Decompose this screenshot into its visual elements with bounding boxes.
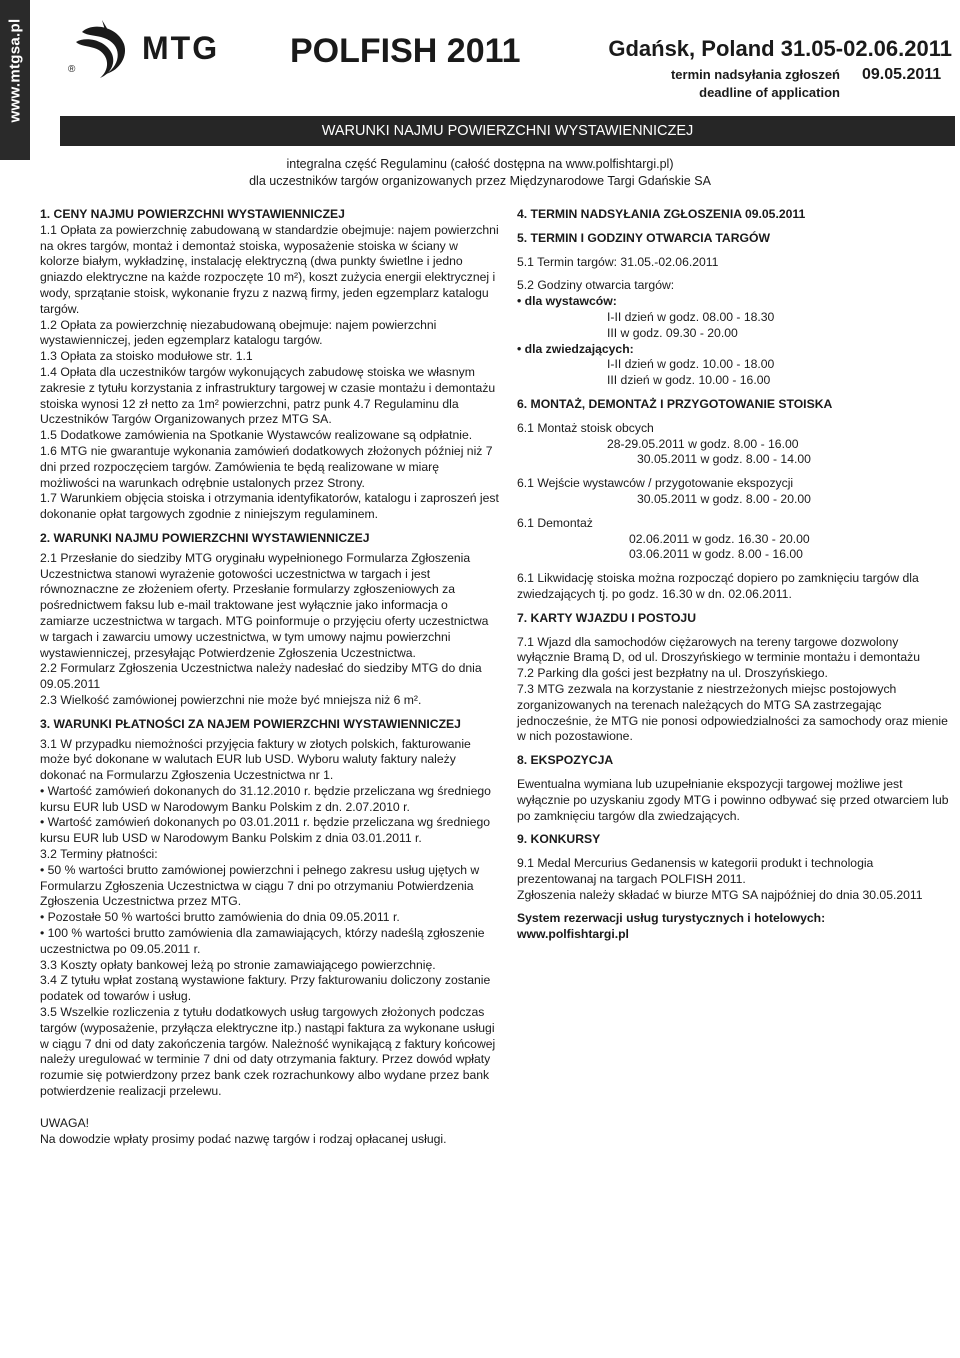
paragraph-1-7: 1.7 Warunkiem objęcia stoiska i otrzymania identyfikatorów, katalogu i zaproszeń jest dokonanie opłat targowych zgodnie z niniejszym regulaminem. <box>40 491 499 522</box>
paragraph-1-1: 1.1 Opłata za powierzchnię zabudowaną w standardzie obejmuje: najem powierzchni na okres targów, montaż i demontaż stoiska, wyposażenie stoiska w ściany w kolorze białym, wykładzinę, instalację elektryczną (dwa punkty świetlne i jedno gniazdo elektryczne na każde rozpoczęte 10 m²), koszt zużycia energii elektrycznej i wody, sprzątanie stoisk, wykonanie fryzu z nazwą firmy, jeden egzemplarz katalogu targów. <box>40 222 499 316</box>
subtitle <box>40 156 920 190</box>
paragraph-6-1: 6.1 Montaż stoisk obcych <box>517 420 654 435</box>
warning-text: Na dowodzie wpłaty prosimy podać nazwę targów i rodzaj opłacanej usługi. <box>40 1131 447 1146</box>
logo-text: MTG <box>142 30 220 66</box>
deadline-label-en: deadline of application <box>699 85 840 100</box>
event-location-dates: Gdańsk, Poland 31.05-02.06.2011 <box>608 36 952 61</box>
paragraph-6-2: 6.1 Wejście wystawców / przygotowanie ekspozycji <box>517 476 794 491</box>
heading-4: 4. TERMIN NADSYŁANIA ZGŁOSZENIA 09.05.2011 <box>517 207 806 221</box>
page-title: POLFISH 2011 <box>290 32 521 70</box>
paragraph-5-2-b-2: III dzień w godz. 10.00 - 16.00 <box>607 373 771 388</box>
paragraph-3-5: 3.5 Wszelkie rozliczenia z tytułu dodatkowych usług targowych złożonych podczas targów (wyposażenie, przyłącza elektryczne itp.) nastąpi faktura za wykonane usługi w ciągu 7 dni od daty zakończenia targów. Należność wynikającą z faktury końcowej należy uregulować w terminie 7 dni od daty otrzymania faktury. Przez dowód wpłaty rozumie się potwierdzony przez bank czek rozrachunkowy albo wydane przez bank potwierdzenie realizacji przelewu. <box>40 1005 496 1099</box>
paragraph-3-2-c: • 100 % wartości brutto zamówienia dla zamawiających, którzy nadeślą zgłoszenie uczestnictwa po 09.05.2011 r. <box>40 926 485 956</box>
heading-3: 3. WARUNKI PŁATNOŚCI ZA NAJEM POWIERZCHNI WYSTAWIENNICZEJ <box>40 716 461 731</box>
paragraph-5-2-a: • dla wystawców: <box>517 294 617 309</box>
paragraph-2-3: 2.3 Wielkość zamówionej powierzchni nie może być mniejsza niż 6 m². <box>40 692 422 707</box>
heading-8: 8. EKSPOZYCJA <box>517 753 614 768</box>
paragraph-6-4: 6.1 Likwidację stoiska można rozpocząć dopiero po zamknięciu targów dla zwiedzających tj. po godz. 16.30 w dn. 02.06.2011. <box>517 571 919 601</box>
heading-9: 9. KONKURSY <box>517 832 601 847</box>
paragraph-3-2-a: • 50 % wartości brutto zamówionej powierzchni i pełnego zakresu usług ujętych w Formularzu Zgłoszenia Uczestnictwa w ciągu 7 dni po otrzymaniu Potwierdzenia Zgłoszenia Uczestnictwa przez MTG. <box>40 862 480 909</box>
paragraph-5-2-a-1: I-II dzień w godz. 08.00 - 18.30 <box>607 309 775 324</box>
paragraph-1-2: 1.2 Opłata za powierzchnię niezabudowaną obejmuje: najem powierzchni wystawienniczej, jeden egzemplarz katalogu targów. <box>40 317 437 348</box>
paragraph-6-2-a: 30.05.2011 w godz. 8.00 - 20.00 <box>637 491 811 506</box>
paragraph-7-3: 7.3 MTG zezwala na korzystanie z niestrzeżonych miejsc postojowych zorganizowanych na terenach należących do MTG SA zastrzegając jednocześnie, że MTG nie ponosi odpowiedzialności za samochody oraz mienie w nich pozostawione. <box>517 681 948 744</box>
booking-info: System rezerwacji usług turystycznych i hotelowych: <box>517 911 826 926</box>
left-column <box>40 207 500 1147</box>
paragraph-9-2: Zgłoszenia należy składać w biurze MTG SA najpóźniej do dnia 30.05.2011 <box>517 887 923 902</box>
deadline-label-pl: termin nadsyłania zgłoszeń <box>670 67 840 82</box>
paragraph-3-2-b: • Pozostałe 50 % wartości brutto zamówienia do dnia 09.05.2011 r. <box>40 910 400 925</box>
booking-url-link[interactable]: www.polfishtargi.pl <box>517 927 629 942</box>
warning-heading: UWAGA! <box>40 1115 89 1130</box>
paragraph-8: Ewentualna wymiana lub uzupełnianie ekspozycji targowej możliwe jest wyłącznie po uzyskaniu zgody MTG i powinno odbywać się przed otwarciem lub po zamknięciu targów dla zwiedzających. <box>517 776 949 823</box>
paragraph-3-2: 3.2 Terminy płatności: <box>40 847 158 862</box>
heading-1: 1. CENY NAJMU POWIERZCHNI WYSTAWIENNICZEJ <box>40 207 345 221</box>
paragraph-3-1: 3.1 W przypadku niemożności przyjęcia faktury w złotych polskich, fakturowanie może być dokonane w walutach EUR lub USD. Wyboru waluty faktury należy dokonać na Formularzu Zgłoszenia Uczestnictwa nr 1. <box>40 736 471 783</box>
section-banner: WARUNKI NAJMU POWIERZCHNI WYSTAWIENNICZEJ <box>60 116 955 146</box>
paragraph-3-1-a: • Wartość zamówień dokonanych do 31.12.2010 r. będzie przeliczana wg średniego kursu EUR lub USD w Narodowym Banku Polskim z dn. 2.07.2010 r. <box>40 783 491 814</box>
paragraph-5-2-b: • dla zwiedzających: <box>517 341 634 356</box>
paragraph-5-2-b-1: I-II dzień w godz. 10.00 - 18.00 <box>607 357 775 372</box>
paragraph-3-3: 3.3 Koszty opłaty bankowej leżą po stronie zamawiającego powierzchnię. <box>40 957 436 972</box>
subtitle-line-1: integralna część Regulaminu (całość dostępna na www.polfishtargi.pl) <box>286 157 674 171</box>
paragraph-1-5: 1.5 Dodatkowe zamówienia na Spotkanie Wystawców realizowane są odpłatnie. <box>40 428 473 443</box>
mtg-logo <box>62 14 237 84</box>
paragraph-5-2: 5.2 Godziny otwarcia targów: <box>517 278 675 293</box>
paragraph-2-2: 2.2 Formularz Zgłoszenia Uczestnictwa należy nadesłać do siedziby MTG do dnia 09.05.2011 <box>40 661 482 692</box>
paragraph-9-1: 9.1 Medal Mercurius Gedanensis w kategorii produkt i technologia prezentowanaj na targach POLFISH 2011. <box>517 856 874 886</box>
paragraph-6-1-b: 30.05.2011 w godz. 8.00 - 14.00 <box>637 452 811 467</box>
paragraph-5-1: 5.1 Termin targów: 31.05.-02.06.2011 <box>517 254 719 269</box>
registered-mark: ® <box>68 64 76 75</box>
paragraph-1-3: 1.3 Opłata za stoisko modułowe str. 1.1 <box>40 349 253 364</box>
heading-2: 2. WARUNKI NAJMU POWIERZCHNI WYSTAWIENNICZEJ <box>40 530 370 545</box>
deadline-label <box>660 66 840 102</box>
paragraph-7-2: 7.2 Parking dla gości jest bezpłatny na ul. Droszyńskiego. <box>517 666 828 681</box>
heading-6: 6. MONTAŻ, DEMONTAŻ I PRZYGOTOWANIE STOISKA <box>517 396 833 411</box>
paragraph-3-4: 3.4 Z tytułu wpłat zostaną wystawione faktury. Przy fakturowaniu doliczony zostanie podatek od towarów i usług. <box>40 973 491 1004</box>
heading-5: 5. TERMIN I GODZINY OTWARCIA TARGÓW <box>517 230 770 245</box>
paragraph-6-1-a: 28-29.05.2011 w godz. 8.00 - 16.00 <box>607 436 799 451</box>
paragraph-1-6: 1.6 MTG nie gwarantuje wykonania zamówień dodatkowych złożonych później niż 7 dni przed rozpoczęciem targów. Zamówienia te będą realizowane w miarę możliwości na warunkach odrębnie ustalonych przez Strony. <box>40 443 493 490</box>
paragraph-6-3-b: 03.06.2011 w godz. 8.00 - 16.00 <box>629 547 803 562</box>
deadline-date: 09.05.2011 <box>862 66 942 83</box>
paragraph-3-1-b: • Wartość zamówień dokonanych po 03.01.2011 r. będzie przeliczana wg średniego kursu EUR lub USD w Narodowym Banku Polskim z dnia 03.01.2011 r. <box>40 815 491 846</box>
right-column <box>517 207 954 943</box>
paragraph-5-2-a-2: III w godz. 09.30 - 20.00 <box>607 325 738 340</box>
paragraph-2-1: 2.1 Przesłanie do siedziby MTG oryginału wypełnionego Formularza Zgłoszenia Uczestnictwa stanowi wyrażenie gotowości uczestnictwa w targach i jest równoznaczne ze złożeniem oferty. Przesłanie formularzy zgłoszeniowych za pośrednictwem faksu lub e-mail traktowane jest wyłącznie jako informacja o zamiarze uczestnictwa w targach. MTG poinformuje o przyjęciu oferty uczestnictwa w targach i zawarciu umowy uczestnictwa, w tym umowy najmu powierzchni wystawienniczej, przesyłając Potwierdzenie Zgłoszenia Uczestnictwa. <box>40 550 489 660</box>
side-url-text: www.mtgsa.pl <box>6 18 24 123</box>
paragraph-7-1: 7.1 Wjazd dla samochodów ciężarowych na tereny targowe dozwolony wyłącznie Bramą D, od ul. Droszyńskiego w terminie montażu i demontażu <box>517 634 921 665</box>
subtitle-line-2: dla uczestników targów organizowanych przez Międzynarodowe Targi Gdańskie SA <box>249 174 711 188</box>
paragraph-6-3: 6.1 Demontaż <box>517 515 593 530</box>
heading-7: 7. KARTY WJAZDU I POSTOJU <box>517 610 697 625</box>
side-url-tab <box>0 0 30 160</box>
paragraph-6-3-a: 02.06.2011 w godz. 16.30 - 20.00 <box>629 531 810 546</box>
paragraph-1-4: 1.4 Opłata dla uczestników targów wykonujących zabudowę stoiska we własnym zakresie z tytułu korzystania z infrastruktury targowej w czasie montażu i demontażu stoiska wynosi 12 zł netto za 1m² powierzchni, patrz punk 4.7 Regulaminu dla Uczestników Targów Organizowanych przez MTG SA. <box>40 364 496 427</box>
